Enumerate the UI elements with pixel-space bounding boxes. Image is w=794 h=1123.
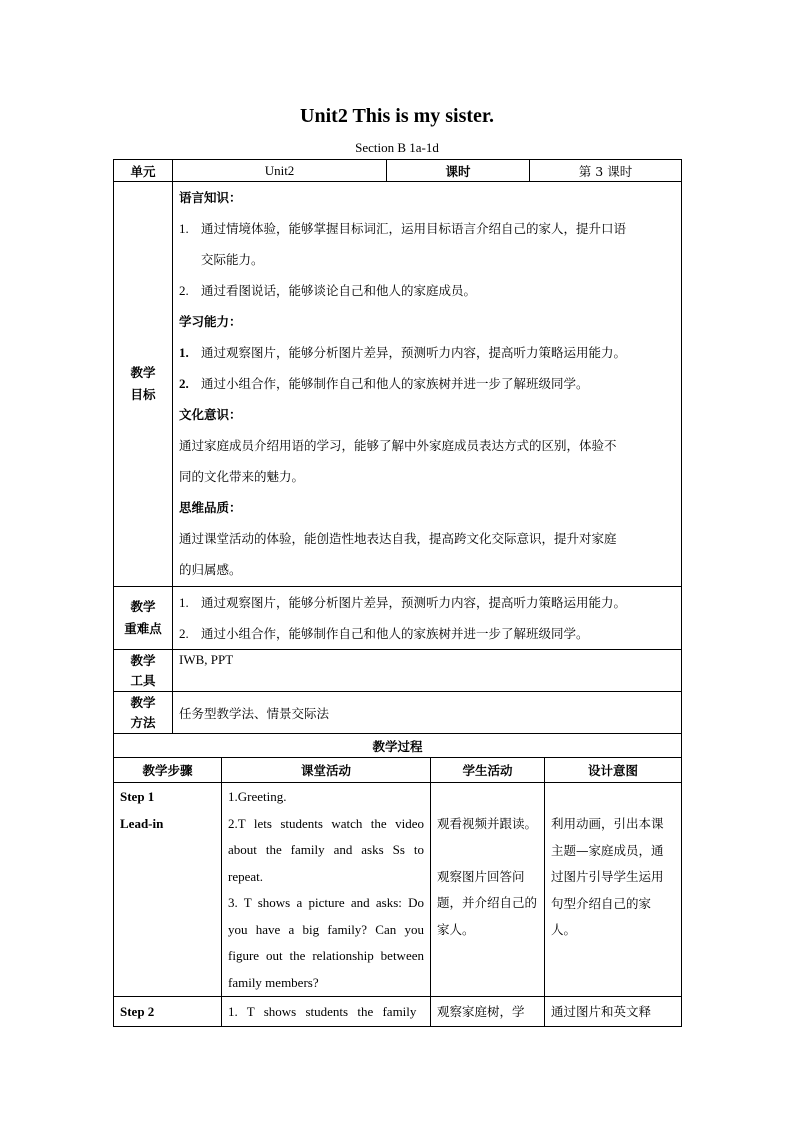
tools-label: 教学 工具 — [114, 650, 173, 692]
step2-activity: 1. T shows students the family — [222, 997, 431, 1027]
step1-name: Step 1 — [120, 789, 155, 804]
period-label: 课时 — [387, 160, 530, 182]
column-header-intent: 设计意图 — [545, 758, 682, 783]
document-subtitle: Section B 1a-1d — [355, 140, 439, 155]
objectives-label: 教学 目标 — [114, 182, 173, 587]
student-activity-item: 观看视频并跟读。 — [437, 816, 538, 831]
lesson-info-table — [113, 159, 682, 734]
student-activity-item: 观察图片回答问题，并介绍自己的家人。 — [437, 868, 538, 937]
step1-activities — [222, 783, 431, 997]
column-header-step: 教学步骤 — [114, 758, 222, 783]
list-number: 2. — [179, 283, 189, 298]
step2-cell — [114, 997, 222, 1027]
list-number: 1. — [179, 345, 189, 360]
learning-ability-title: 学习能力： — [179, 314, 242, 329]
thinking-quality-title: 思维品质： — [179, 500, 242, 515]
objective-text: 通过情境体验，能够掌握目标词汇，运用目标语言介绍自己的家人，提升口语 — [201, 221, 627, 236]
activity-item: 3. T shows a picture and asks: Do you have a big family? Can you figure out the relationship between family members? — [228, 895, 424, 990]
objective-text-continued: 的归属感。 — [179, 562, 242, 577]
process-title: 教学过程 — [114, 734, 682, 758]
step1-cell — [114, 783, 222, 997]
activity-item: 2.T lets students watch the video about the family and asks Ss to repeat. — [228, 815, 424, 884]
objective-text-continued: 交际能力。 — [201, 252, 264, 267]
list-number: 1. — [179, 595, 189, 610]
tools-value: IWB, PPT — [173, 650, 682, 692]
list-number: 2. — [179, 626, 189, 641]
methods-value: 任务型教学法、情景交际法 — [173, 692, 682, 734]
objective-text: 通过课堂活动的体验，能创造性地表达自我，提高跨文化交际意识，提升对家庭 — [179, 531, 617, 546]
key-points-content — [173, 587, 682, 650]
column-header-student: 学生活动 — [431, 758, 545, 783]
step2-design-intent: 通过图片和英文释 — [545, 997, 682, 1027]
objective-text: 通过看图说话，能够谈论自己和他人的家庭成员。 — [201, 283, 477, 298]
unit-label: 单元 — [114, 160, 173, 182]
objectives-content — [173, 182, 682, 587]
unit-value: Unit2 — [173, 160, 387, 182]
activity-item: 1.Greeting. — [228, 789, 287, 804]
methods-label: 教学 方法 — [114, 692, 173, 734]
step1-phase: Lead-in — [120, 815, 164, 831]
language-knowledge-title: 语言知识： — [179, 190, 242, 205]
key-point-text: 通过小组合作，能够制作自己和他人的家族树并进一步了解班级同学。 — [201, 626, 589, 641]
column-header-activity: 课堂活动 — [222, 758, 431, 783]
objective-text-continued: 同的文化带来的魅力。 — [179, 469, 305, 484]
objective-text: 通过观察图片，能够分析图片差异，预测听力内容，提高听力策略运用能力。 — [201, 345, 627, 360]
teaching-process-table — [113, 733, 682, 1027]
cultural-awareness-title: 文化意识： — [179, 407, 242, 422]
key-points-label: 教学 重难点 — [114, 587, 173, 650]
key-point-text: 通过观察图片，能够分析图片差异，预测听力内容，提高听力策略运用能力。 — [201, 595, 627, 610]
objective-text: 通过家庭成员介绍用语的学习，能够了解中外家庭成员表达方式的区别，体验不 — [179, 438, 617, 453]
step2-student-activity: 观察家庭树，学 — [431, 997, 545, 1027]
step1-design-intent: 利用动画，引出本课主题—家庭成员，通过图片引导学生运用句型介绍自己的家人。 — [545, 783, 682, 997]
step2-name: Step 2 — [120, 1004, 155, 1019]
document-title: Unit2 This is my sister. — [300, 105, 494, 127]
objective-text: 通过小组合作，能够制作自己和他人的家族树并进一步了解班级同学。 — [201, 376, 589, 391]
step1-student-activities — [431, 783, 545, 997]
list-number: 1. — [179, 221, 189, 236]
period-value: 第 3 课时 — [530, 160, 682, 182]
list-number: 2. — [179, 376, 189, 391]
